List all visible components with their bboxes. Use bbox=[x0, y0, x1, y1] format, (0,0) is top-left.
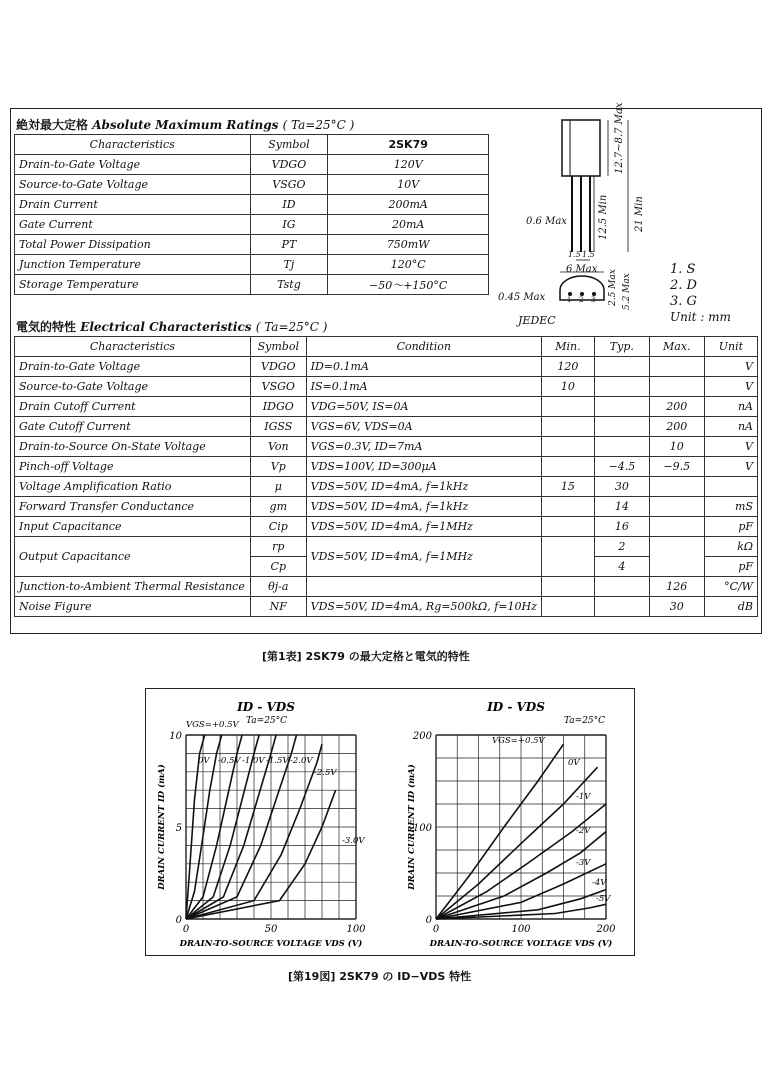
dim-body-depth: 2.5 Max bbox=[608, 269, 618, 306]
series-label: -1V bbox=[576, 792, 591, 802]
ec-max bbox=[649, 497, 704, 517]
ec-condition: VDS=50V, ID=4mA, f=1kHz bbox=[306, 477, 541, 497]
ec-min bbox=[541, 457, 594, 477]
amr-value: 20mA bbox=[328, 215, 489, 235]
ec-cond: ( Ta=25°C ) bbox=[255, 320, 328, 334]
amr-symbol: VDGO bbox=[250, 155, 328, 175]
ec-symbol: NF bbox=[250, 597, 306, 617]
series-label: -1.5V bbox=[266, 756, 289, 766]
amr-characteristic: Storage Temperature bbox=[15, 275, 251, 295]
chart-title: ID - VDS bbox=[237, 700, 295, 714]
series-label: VGS=+0.5V bbox=[186, 720, 239, 730]
ec-symbol: Cp bbox=[250, 557, 306, 577]
ec-max: 10 bbox=[649, 437, 704, 457]
ec-min bbox=[541, 437, 594, 457]
ec-unit: mS bbox=[704, 497, 757, 517]
ec-max: 30 bbox=[649, 597, 704, 617]
ec-unit: °C/W bbox=[704, 577, 757, 597]
amr-value: 120V bbox=[328, 155, 489, 175]
series-label: -1.0V bbox=[242, 756, 265, 766]
ec-symbol: gm bbox=[250, 497, 306, 517]
ec-row bbox=[15, 457, 758, 477]
figure-caption: [第19図] 2SK79 の ID−VDS 特性 bbox=[288, 970, 472, 983]
ec-condition: ID=0.1mA bbox=[306, 357, 541, 377]
ec-row bbox=[15, 357, 758, 377]
amr-title bbox=[16, 116, 354, 133]
dim-lead-width: 0.6 Max bbox=[526, 216, 567, 227]
amr-value: −50～+150°C bbox=[328, 275, 489, 295]
ec-typ: 16 bbox=[594, 517, 649, 537]
ec-condition: VGS=6V, VDS=0A bbox=[306, 417, 541, 437]
dim-pitch-1: 1.5 bbox=[568, 250, 581, 259]
ec-typ bbox=[594, 357, 649, 377]
electrical-characteristics-table bbox=[14, 336, 758, 617]
ec-condition: VDS=50V, ID=4mA, f=1kHz bbox=[306, 497, 541, 517]
ec-header-symbol: Symbol bbox=[250, 337, 306, 357]
ec-characteristic: Pinch-off Voltage bbox=[15, 457, 251, 477]
ec-unit: pF bbox=[704, 557, 757, 577]
ec-min bbox=[541, 397, 594, 417]
series-label: -3V bbox=[576, 858, 591, 868]
ec-typ: 14 bbox=[594, 497, 649, 517]
ec-characteristic: Source-to-Gate Voltage bbox=[15, 377, 251, 397]
ec-max: 200 bbox=[649, 417, 704, 437]
dim-lead-min: 12.5 Min bbox=[598, 194, 609, 240]
chart-title: ID - VDS bbox=[487, 700, 545, 714]
ec-row bbox=[15, 517, 758, 537]
ec-symbol: Von bbox=[250, 437, 306, 457]
ec-typ bbox=[594, 377, 649, 397]
y-tick-label: 5 bbox=[175, 823, 182, 834]
ec-typ bbox=[594, 437, 649, 457]
ec-typ: 30 bbox=[594, 477, 649, 497]
ec-header-unit: Unit bbox=[704, 337, 757, 357]
series-label: -4V bbox=[592, 878, 607, 888]
ec-typ bbox=[594, 417, 649, 437]
amr-value: 10V bbox=[328, 175, 489, 195]
y-tick-label: 10 bbox=[169, 731, 182, 742]
amr-characteristic: Gate Current bbox=[15, 215, 251, 235]
ec-symbol: VSGO bbox=[250, 377, 306, 397]
ec-unit: V bbox=[704, 357, 757, 377]
ec-condition: VDG=50V, IS=0A bbox=[306, 397, 541, 417]
ec-symbol: Cip bbox=[250, 517, 306, 537]
ec-title-jp: 電気的特性 bbox=[16, 320, 77, 334]
y-tick-label: 100 bbox=[412, 823, 432, 834]
series-label: -0.5V bbox=[218, 756, 241, 766]
ec-header-characteristics: Characteristics bbox=[15, 337, 251, 357]
ec-row bbox=[15, 477, 758, 497]
id-vds-charts-svg bbox=[146, 689, 633, 954]
ec-characteristic: Noise Figure bbox=[15, 597, 251, 617]
ec-symbol: μ bbox=[250, 477, 306, 497]
amr-row bbox=[15, 195, 489, 215]
ec-unit: nA bbox=[704, 417, 757, 437]
pin-1-source: 1. S bbox=[670, 262, 696, 277]
pin-2-drain: 2. D bbox=[670, 278, 697, 293]
ec-min bbox=[541, 497, 594, 517]
temperature-annotation: Ta=25°C bbox=[564, 716, 606, 726]
amr-row bbox=[15, 215, 489, 235]
ec-header-min: Min. bbox=[541, 337, 594, 357]
y-axis-label: DRAIN CURRENT ID (mA) bbox=[407, 764, 417, 890]
amr-symbol: ID bbox=[250, 195, 328, 215]
ec-condition: VDS=50V, ID=4mA, Rg=500kΩ, f=10Hz bbox=[306, 597, 541, 617]
ec-symbol: θj-a bbox=[250, 577, 306, 597]
x-tick-label: 0 bbox=[432, 924, 440, 935]
absolute-max-ratings-table bbox=[14, 134, 489, 295]
ec-min bbox=[541, 577, 594, 597]
ec-characteristic: Drain-to-Source On-State Voltage bbox=[15, 437, 251, 457]
dim-lead-thickness: 0.45 Max bbox=[498, 292, 546, 303]
pin-number-3: 3 bbox=[591, 296, 596, 304]
ec-min: 120 bbox=[541, 357, 594, 377]
ec-condition: VDS=100V, ID=300μA bbox=[306, 457, 541, 477]
pin-3-gate: 3. G bbox=[670, 294, 697, 309]
ec-header-max: Max. bbox=[649, 337, 704, 357]
series-label: -2.5V bbox=[314, 768, 337, 778]
amr-value: 120°C bbox=[328, 255, 489, 275]
dim-pitch-2: 1.5 bbox=[582, 250, 595, 259]
x-tick-label: 100 bbox=[511, 924, 531, 935]
dim-overall-length: 21 Min bbox=[634, 196, 645, 232]
ec-unit: V bbox=[704, 457, 757, 477]
amr-row bbox=[15, 255, 489, 275]
ec-typ bbox=[594, 397, 649, 417]
series-label: -2.0V bbox=[290, 756, 313, 766]
ec-max: 200 bbox=[649, 397, 704, 417]
ec-symbol: Vp bbox=[250, 457, 306, 477]
ec-header-condition: Condition bbox=[306, 337, 541, 357]
ec-unit: pF bbox=[704, 517, 757, 537]
dim-lead-length: 12.7~8.7 Max bbox=[614, 102, 625, 174]
jedec-label: JEDEC bbox=[518, 314, 556, 327]
ec-max bbox=[649, 477, 704, 497]
ec-characteristic: Input Capacitance bbox=[15, 517, 251, 537]
x-tick-label: 50 bbox=[264, 924, 278, 935]
ec-row bbox=[15, 437, 758, 457]
ec-max: 126 bbox=[649, 577, 704, 597]
series-label: 0V bbox=[198, 756, 210, 766]
ec-unit: dB bbox=[704, 597, 757, 617]
ec-condition: VGS=0.3V, ID=7mA bbox=[306, 437, 541, 457]
amr-characteristic: Junction Temperature bbox=[15, 255, 251, 275]
ec-typ: 2 bbox=[594, 537, 649, 557]
ec-symbol: IDGO bbox=[250, 397, 306, 417]
x-tick-label: 0 bbox=[182, 924, 190, 935]
temperature-annotation: Ta=25°C bbox=[246, 716, 288, 726]
ec-row bbox=[15, 597, 758, 617]
ec-unit: nA bbox=[704, 397, 757, 417]
ec-min bbox=[541, 597, 594, 617]
amr-title-jp: 絶対最大定格 bbox=[16, 118, 89, 132]
ec-typ: 4 bbox=[594, 557, 649, 577]
amr-row bbox=[15, 175, 489, 195]
amr-header-row bbox=[15, 135, 489, 155]
ec-max: −9.5 bbox=[649, 457, 704, 477]
ec-condition: VDS=50V, ID=4mA, f=1MHz bbox=[306, 537, 541, 577]
ec-max bbox=[649, 357, 704, 377]
ec-row-output-cap bbox=[15, 537, 758, 557]
ec-row bbox=[15, 417, 758, 437]
ec-row bbox=[15, 397, 758, 417]
ec-typ bbox=[594, 577, 649, 597]
amr-value: 200mA bbox=[328, 195, 489, 215]
ec-characteristic: Drain-to-Gate Voltage bbox=[15, 357, 251, 377]
x-tick-label: 100 bbox=[346, 924, 366, 935]
ec-min bbox=[541, 537, 594, 577]
amr-characteristic: Drain-to-Gate Voltage bbox=[15, 155, 251, 175]
pin-number-2: 2 bbox=[579, 296, 584, 304]
ec-unit: kΩ bbox=[704, 537, 757, 557]
x-tick-label: 200 bbox=[596, 924, 616, 935]
ec-characteristic: Junction-to-Ambient Thermal Resistance bbox=[15, 577, 251, 597]
y-tick-label: 0 bbox=[425, 915, 432, 926]
ec-title bbox=[16, 318, 327, 335]
ec-condition: IS=0.1mA bbox=[306, 377, 541, 397]
ec-condition: VDS=50V, ID=4mA, f=1MHz bbox=[306, 517, 541, 537]
amr-header-characteristics: Characteristics bbox=[15, 135, 251, 155]
amr-symbol: VSGO bbox=[250, 175, 328, 195]
amr-header-symbol: Symbol bbox=[250, 135, 328, 155]
ec-min: 15 bbox=[541, 477, 594, 497]
ec-unit: V bbox=[704, 437, 757, 457]
ec-min: 10 bbox=[541, 377, 594, 397]
series-label: VGS=+0.5V bbox=[492, 736, 545, 746]
x-axis-label: DRAIN-TO-SOURCE VOLTAGE VDS (V) bbox=[429, 939, 613, 949]
ec-symbol: IGSS bbox=[250, 417, 306, 437]
ec-condition bbox=[306, 577, 541, 597]
y-tick-label: 0 bbox=[175, 915, 182, 926]
ec-header-row bbox=[15, 337, 758, 357]
amr-value: 750mW bbox=[328, 235, 489, 255]
ec-row bbox=[15, 577, 758, 597]
ec-min bbox=[541, 417, 594, 437]
x-axis-label: DRAIN-TO-SOURCE VOLTAGE VDS (V) bbox=[179, 939, 363, 949]
ec-characteristic: Forward Transfer Conductance bbox=[15, 497, 251, 517]
series-label: -5V bbox=[596, 894, 611, 904]
ec-title-en: Electrical Characteristics bbox=[80, 320, 252, 334]
amr-characteristic: Drain Current bbox=[15, 195, 251, 215]
id-vds-figure bbox=[145, 688, 635, 956]
amr-row bbox=[15, 235, 489, 255]
package-outline-drawing bbox=[490, 102, 758, 328]
ec-symbol: rp bbox=[250, 537, 306, 557]
ec-header-typ: Typ. bbox=[594, 337, 649, 357]
dim-body-height: 5.2 Max bbox=[622, 273, 632, 310]
amr-symbol: PT bbox=[250, 235, 328, 255]
y-axis-label: DRAIN CURRENT ID (mA) bbox=[157, 764, 167, 890]
ec-characteristic: Output Capacitance bbox=[15, 537, 251, 577]
amr-characteristic: Source-to-Gate Voltage bbox=[15, 175, 251, 195]
pin-number-1: 1 bbox=[567, 296, 572, 304]
ec-max bbox=[649, 377, 704, 397]
y-tick-label: 200 bbox=[412, 731, 432, 742]
dim-body-width: 6 Max bbox=[566, 264, 598, 275]
amr-row bbox=[15, 275, 489, 295]
ec-typ bbox=[594, 597, 649, 617]
amr-cond: ( Ta=25°C ) bbox=[282, 118, 355, 132]
ec-characteristic: Drain Cutoff Current bbox=[15, 397, 251, 417]
ec-unit bbox=[704, 477, 757, 497]
amr-symbol: Tj bbox=[250, 255, 328, 275]
ec-characteristic: Voltage Amplification Ratio bbox=[15, 477, 251, 497]
ec-unit: V bbox=[704, 377, 757, 397]
series-line bbox=[186, 790, 336, 919]
amr-title-en: Absolute Maximum Ratings bbox=[92, 118, 279, 132]
amr-symbol: IG bbox=[250, 215, 328, 235]
ec-typ: −4.5 bbox=[594, 457, 649, 477]
ec-max bbox=[649, 517, 704, 537]
table-caption: [第1表] 2SK79 の最大定格と電気的特性 bbox=[262, 650, 470, 663]
amr-characteristic: Total Power Dissipation bbox=[15, 235, 251, 255]
series-label: 0V bbox=[568, 758, 580, 768]
series-label: -2V bbox=[576, 826, 591, 836]
unit-mm: Unit : mm bbox=[670, 310, 731, 324]
amr-row bbox=[15, 155, 489, 175]
ec-row bbox=[15, 497, 758, 517]
ec-row bbox=[15, 377, 758, 397]
series-label: -3.0V bbox=[342, 836, 365, 846]
ec-characteristic: Gate Cutoff Current bbox=[15, 417, 251, 437]
amr-symbol: Tstg bbox=[250, 275, 328, 295]
ec-symbol: VDGO bbox=[250, 357, 306, 377]
ec-min bbox=[541, 517, 594, 537]
amr-header-part: 2SK79 bbox=[328, 135, 489, 155]
ec-max bbox=[649, 537, 704, 577]
